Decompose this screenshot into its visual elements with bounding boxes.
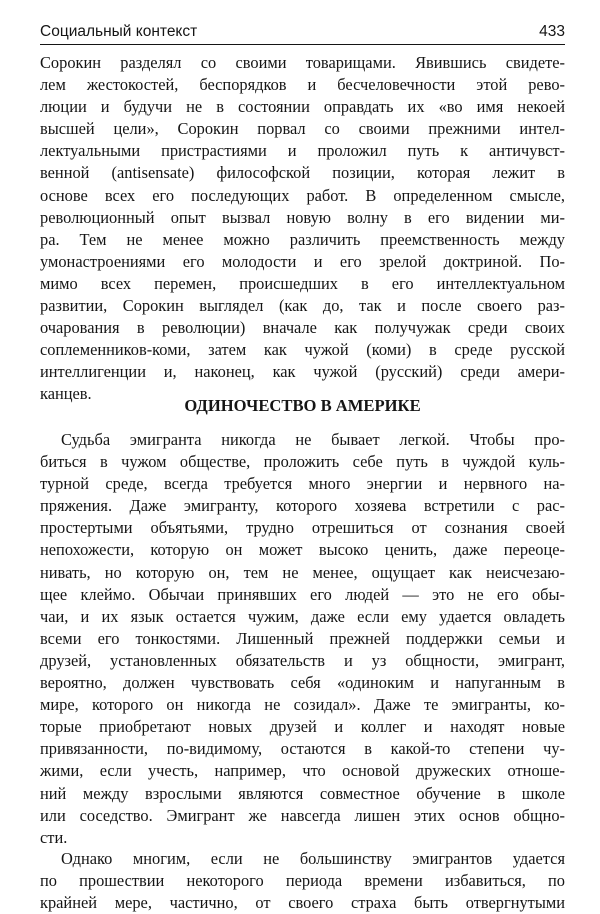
text-line: всеми его тонкостями. Лишенный прежней поддержки семьи и bbox=[40, 628, 565, 648]
text-line: привязанности, по-видимому, остаются в какой-то степени чу- bbox=[40, 739, 565, 759]
text-line: турной среде, всегда требуется много энергии и нервного на- bbox=[40, 474, 565, 494]
text-line: мире, которого он никогда не созидал». Даже те эмигранты, ко- bbox=[40, 695, 565, 715]
text-line: чаи, и их язык остается чужим, даже если ему удается овладеть bbox=[40, 606, 565, 626]
text-line: высшей цели», Сорокин порвал со своими прежними интел- bbox=[40, 119, 565, 139]
text-line: пряжения. Даже эмигранту, которого хозяева встретили с рас- bbox=[40, 496, 565, 516]
paragraph-1 bbox=[40, 52, 565, 406]
text-line: основе всех его последующих работ. В определенном смысле, bbox=[40, 185, 565, 205]
text-line: биться в чужом обществе, проложить себе путь в чуждой куль- bbox=[40, 452, 565, 472]
text-line: революционный опыт вызвал новую волну в его видении ми- bbox=[40, 207, 565, 227]
text-line: люции и будучи не в состоянии оправдать их «во имя некоей bbox=[40, 97, 565, 117]
text-line: мимо всех перемен, происшедших в его интеллектуальном bbox=[40, 273, 565, 293]
running-title: Социальный контекст bbox=[40, 23, 198, 40]
text-line: торые приобретают новых друзей и коллег и находят новые bbox=[40, 717, 565, 737]
text-line: щее клеймо. Обычаи принявших его людей — это не его обы- bbox=[40, 584, 565, 604]
text-line: Сорокин разделял со своими товарищами. Явившись свидете- bbox=[40, 53, 565, 72]
paragraph-2 bbox=[40, 429, 565, 849]
text-line: ний между взрослыми являются совместное обучение в школе bbox=[40, 783, 565, 803]
text-line: Однако многим, если не большинству эмигрантов удается bbox=[61, 849, 565, 868]
text-line: венной (antisensate) философской позиции, которая лежит в bbox=[40, 163, 565, 183]
paragraph-3 bbox=[40, 848, 565, 914]
text-line: ра. Тем не менее можно различить преемственность между bbox=[40, 229, 565, 249]
text-line: жими, если учесть, например, что основой дружеских отноше- bbox=[40, 761, 565, 781]
text-line: сти. bbox=[40, 827, 68, 847]
text-line: канцев. bbox=[40, 384, 92, 404]
text-line: лем жестокостей, беспорядков и бесчеловечности этой рево- bbox=[40, 75, 565, 95]
text-line: умонастроениями его молодости и его зрелой доктриной. По- bbox=[40, 251, 565, 271]
section-heading: ОДИНОЧЕСТВО В АМЕРИКЕ bbox=[184, 396, 421, 415]
text-line: лектуальными пристрастиями и проложил путь к античувст- bbox=[40, 141, 565, 161]
text-line: по прошествии некоторого периода времени избавиться, по bbox=[40, 871, 565, 891]
text-line: крайней мере, частично, от своего страха быть отвергнутыми bbox=[40, 893, 565, 913]
text-line: очарования в революции) вначале как получужак среди своих bbox=[40, 318, 565, 338]
page-number: 433 bbox=[539, 23, 565, 40]
text-line: простертыми объятьями, трудно отрешиться от сознания своей bbox=[40, 518, 565, 538]
text-line: Судьба эмигранта никогда не бывает легкой. Чтобы про- bbox=[61, 430, 565, 449]
text-line: соплеменников-коми, затем как чужой (коми) в среде русской bbox=[40, 340, 565, 360]
text-line: непохожести, которую он может высоко ценить, даже переоце- bbox=[40, 540, 565, 560]
header-rule bbox=[40, 44, 565, 45]
text-line: нивать, но которую он, тем не менее, ощущает как неисчезаю- bbox=[40, 562, 565, 582]
running-head bbox=[40, 22, 565, 42]
text-line: или соседство. Эмигрант же навсегда лишен этих основ общно- bbox=[40, 805, 565, 825]
text-line: интеллигенции и, наконец, как чужой (русский) среди амери- bbox=[40, 362, 565, 382]
text-line: вероятно, должен чувствовать себя «одиноким и напуганным в bbox=[40, 673, 565, 693]
text-line: друзей, установленных обязательств и уз общности, эмигрант, bbox=[40, 650, 565, 670]
text-line: развитии, Сорокин выглядел (как до, так и после своего раз- bbox=[40, 296, 565, 316]
